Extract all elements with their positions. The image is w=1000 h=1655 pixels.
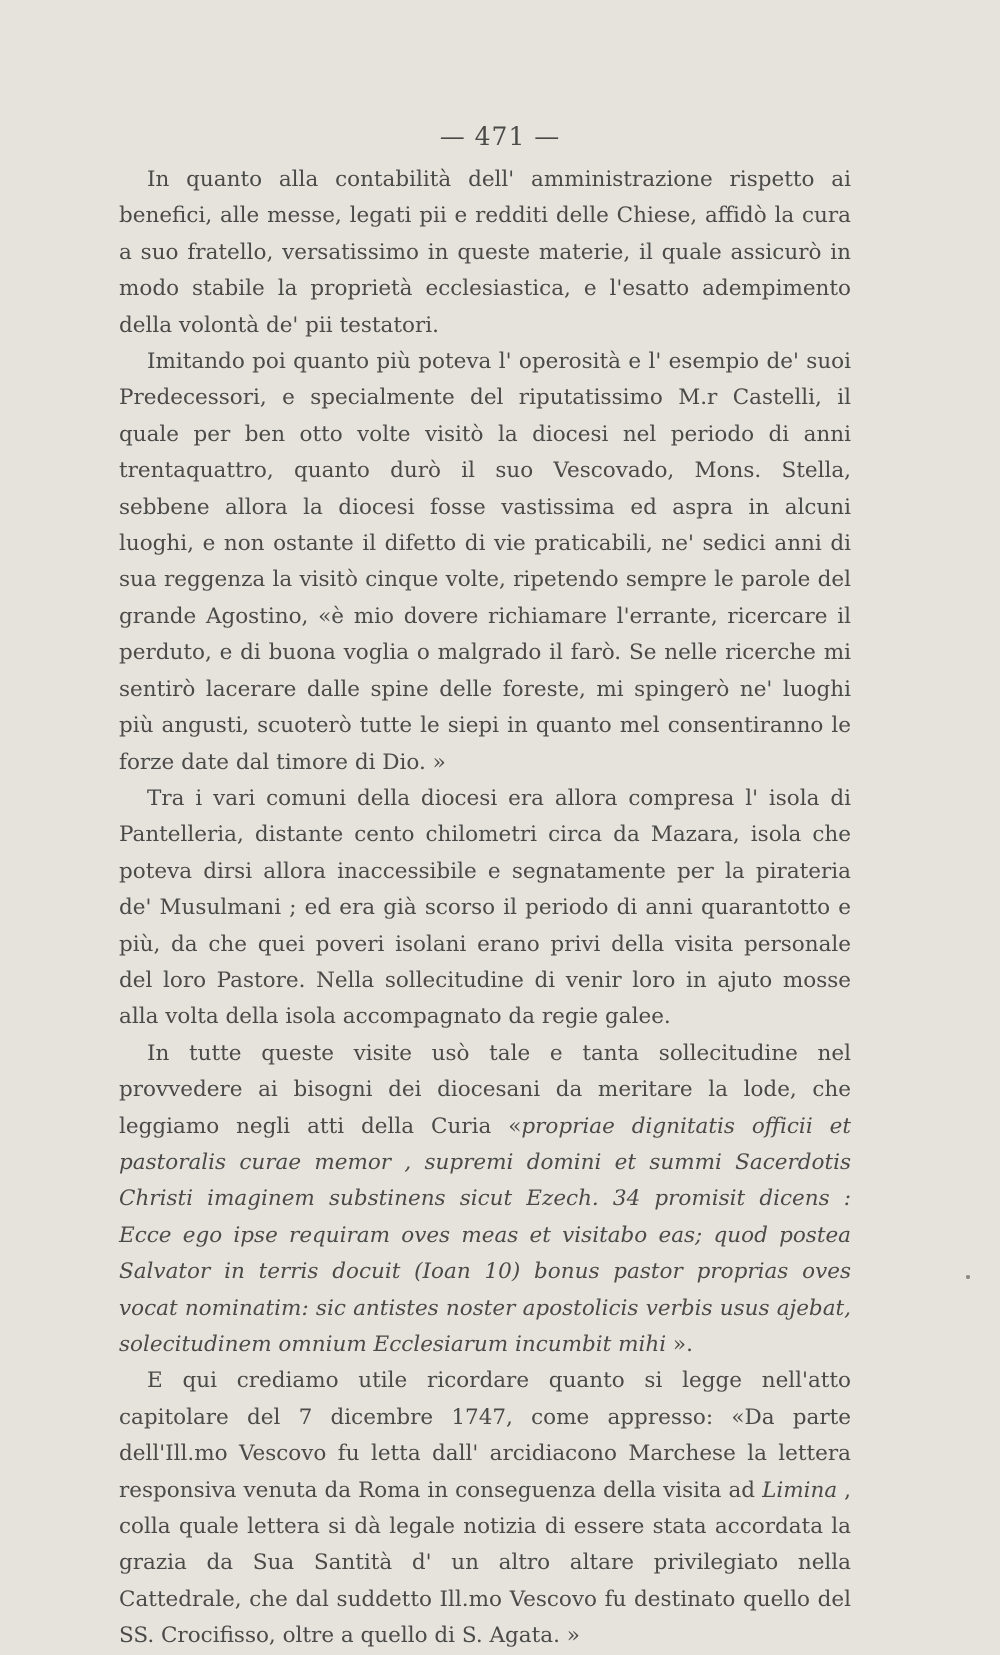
- paragraph-text: In quanto alla contabilità dell' amministrazione rispetto ai benefici, alle messe, legati pii e redditi delle Chiese, affidò la cura a suo fratello, versatissimo in queste materie, il quale assicurò in modo stabile la proprietà ecclesiastica, e l'esatto adempimento della volontà de' pii testatori.: [119, 167, 851, 338]
- paragraph-text: E qui crediamo utile ricordare quanto si legge nell'atto capitolare del 7 dicembre 1747, come appresso: «Da parte dell'Ill.mo Vescovo fu letta dall' arcidiacono Marchese la lettera responsiva venuta da Roma in conseguenza della visita ad: [119, 1368, 851, 1503]
- paragraph-text: In tutte queste visite usò tale e tanta sollecitudine nel provvedere ai bisogni dei diocesani da meritare la lode, che leggiamo negli atti della Curia «: [119, 1040, 851, 1139]
- paragraph-text: Imitando poi quanto più poteva l' operosità e l' esempio de' suoi Predecessori, e specialmente del riputatissimo M.r Castelli, il quale per ben otto volte visitò la diocesi nel periodo di anni trentaquattro, quanto durò il suo Vescovado, Mons. Stella, sebbene allora la diocesi fosse vastissima ed aspra in alcuni luoghi, e non ostante il difetto di vie praticabili, ne' sedici anni di sua reggenza la visitò cinque volte, ripetendo sempre le parole del grande Agostino, «è mio dovere richiamare l'errante, ricercare il perduto, e di buona voglia o malgrado il farò. Se nelle ricerche mi sentirò lacerare dalle spine delle foreste, mi spingerò ne' luoghi più angusti, scuoterò tutte le siepi in quanto mel consentiranno le forze date dal timore di Dio. »: [119, 349, 851, 775]
- body-text: [119, 162, 851, 1655]
- paragraph-text: Tra i vari comuni della diocesi era allora compresa l' isola di Pantelleria, distante cento chilometri circa da Mazara, isola che poteva dirsi allora inaccessibile e segnatamente per la pirateria de' Musulmani ; ed era già scorso il periodo di anni quarantotto e più, da che quei poveri isolani erano privi della visita personale del loro Pastore. Nella sollecitudine di venir loro in ajuto mosse alla volta della isola accompagnato da regie galee.: [119, 785, 851, 1030]
- paper-speck: [966, 1275, 970, 1279]
- paragraph-5: [119, 1363, 851, 1654]
- latin-quotation: propriae dignitatis officii et pastoralis curae memor , supremi domini et summi Sacerdotis Christi imaginem substinens sicut Ezech. 34 promisit dicens : Ecce ego ipse requiram oves meas et visitabo eas; quod postea Salvator in terris docuit (Ioan 10) bonus pastor proprias oves vocat nominatim: sic antistes noster apostolicis verbis usus ajebat, solecitudinem omnium Ecclesiarum incumbit mihi: [119, 1113, 851, 1357]
- page-number: — 471 —: [439, 122, 561, 151]
- paragraph-2: [119, 344, 851, 781]
- paragraph-4: [119, 1036, 851, 1364]
- paragraph-1: [119, 162, 851, 344]
- paragraph-text-tail: ».: [666, 1332, 693, 1357]
- paragraph-3: [119, 781, 851, 1036]
- paragraph-text-tail: , colla quale lettera si dà legale notizia di essere stata accordata la grazia da Sua Santità d' un altro altare privilegiato nella Cattedrale, che dal suddetto Ill.mo Vescovo fu destinato quello del SS. Crocifisso, oltre a quello di S. Agata. »: [119, 1477, 852, 1649]
- italic-term: Limina: [762, 1477, 838, 1503]
